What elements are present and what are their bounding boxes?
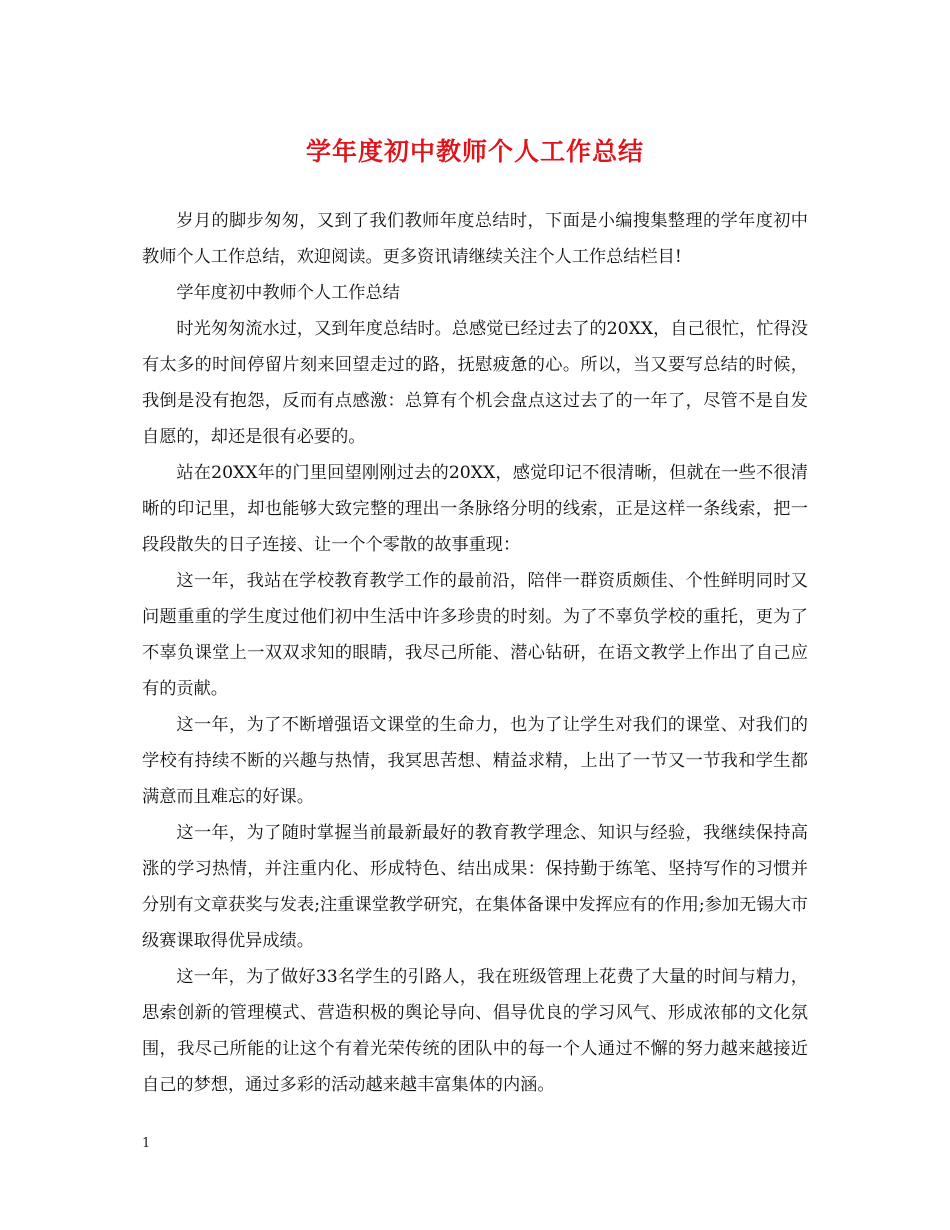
paragraph-teaching: 这一年，我站在学校教育教学工作的最前沿，陪伴一群资质颇佳、个性鲜明同时又问题重重的学生度过他们初中生活中许多珍贵的时刻。为了不辜负学校的重托，更为了不辜负课堂上一双双求知的眼睛，我尽己所能、潜心钻研，在语文教学上作出了自己应有的贡献。 (142, 571, 808, 699)
paragraph-learning: 这一年，为了随时掌握当前最新最好的教育教学理念、知识与经验，我继续保持高涨的学习热情，并注重内化、形成特色、结出成果：保持勤于练笔、坚持写作的习惯并分别有文章获奖与发表;注重课堂教学研究，在集体备课中发挥应有的作用;参加无锡大市级赛课取得优异成绩。 (142, 823, 808, 951)
paragraph-looking-back: 站在20XX年的门里回望刚刚过去的20XX，感觉印记不很清晰，但就在一些不很清晰的印记里，却也能够大致完整的理出一条脉络分明的线索，正是这样一条线索，把一段段散失的日子连接、让一个个零散的故事重现： (142, 463, 808, 555)
paragraph-class-management: 这一年，为了做好33名学生的引路人，我在班级管理上花费了大量的时间与精力，思索创新的管理模式、营造积极的舆论导向、倡导优良的学习风气、形成浓郁的文化氛围，我尽己所能的让这个有着光荣传统的团队中的每一个人通过不懈的努力越来越接近自己的梦想，通过多彩的活动越来越丰富集体的内涵。 (142, 967, 808, 1095)
paragraph-subtitle: 学年度初中教师个人工作总结 (176, 283, 400, 303)
page-number: 1 (142, 1136, 151, 1151)
paragraph-time-review: 时光匆匆流水过，又到年度总结时。总感觉已经过去了的20XX，自己很忙，忙得没有太多的时间停留片刻来回望走过的路，抚慰疲惫的心。所以，当又要写总结的时候，我倒是没有抱怨，反而有点感激：总算有个机会盘点这过去了的一年了，尽管不是自发自愿的，却还是很有必要的。 (142, 319, 808, 447)
document-body (142, 203, 808, 1103)
document-title: 学年度初中教师个人工作总结 (305, 137, 644, 166)
paragraph-classroom: 这一年，为了不断增强语文课堂的生命力，也为了让学生对我们的课堂、对我们的学校有持续不断的兴趣与热情，我冥思苦想、精益求精，上出了一节又一节我和学生都满意而且难忘的好课。 (142, 715, 808, 807)
paragraph-intro: 岁月的脚步匆匆，又到了我们教师年度总结时，下面是小编搜集整理的学年度初中教师个人工作总结，欢迎阅读。更多资讯请继续关注个人工作总结栏目! (142, 211, 808, 267)
